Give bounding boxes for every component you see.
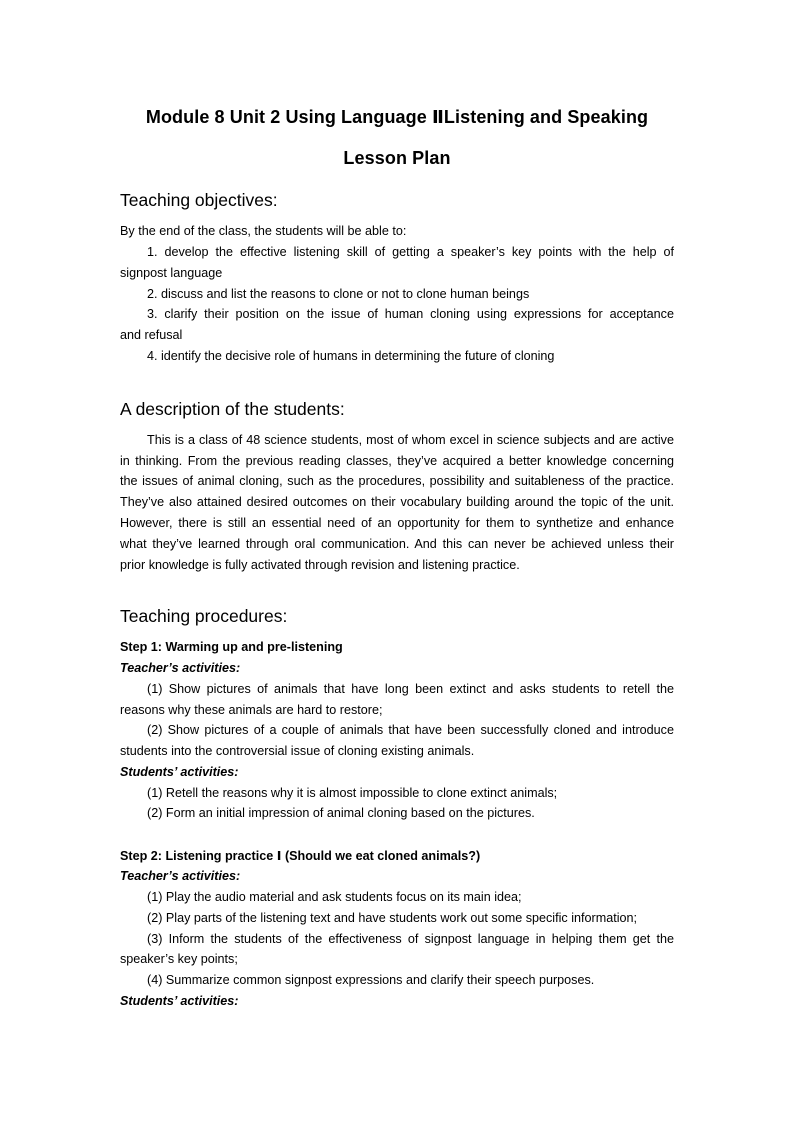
objective-3-line-2: and refusal — [120, 328, 183, 342]
students-paragraph-line: prior knowledge is fully activated through revision and listening practice. — [120, 558, 520, 572]
objective-2: 2. discuss and list the reasons to clone or not to clone human beings — [147, 287, 530, 301]
procedures-heading: Teaching procedures: — [120, 606, 288, 626]
students-heading: A description of the students: — [120, 399, 345, 419]
students-paragraph-line: in thinking. From the previous reading classes, they’ve acquired a better knowledge concerning — [120, 454, 674, 468]
step-1-students-label: Students’ activities: — [120, 765, 239, 779]
step-1-teacher-label: Teacher’s activities: — [120, 661, 241, 675]
objective-1-line-2: signpost language — [120, 266, 223, 280]
students-paragraph-line: However, there is still an essential need of an opportunity for them to synthetize and enhance — [120, 516, 674, 530]
step-2-students-label: Students’ activities: — [120, 994, 239, 1008]
step-2-teacher-item: (1) Play the audio material and ask students focus on its main idea; — [147, 890, 522, 904]
step-1-teacher-item: students into the controversial issue of cloning existing animals. — [120, 744, 475, 758]
step-1-teacher-item: (1) Show pictures of animals that have long been extinct and asks students to retell the — [147, 682, 674, 696]
students-paragraph-line: This is a class of 48 science students, most of whom excel in science subjects and are active — [147, 433, 674, 447]
objectives-intro: By the end of the class, the students will be able to: — [120, 224, 407, 238]
step-1-teacher-item: reasons why these animals are hard to restore; — [120, 703, 383, 717]
step-2-teacher-label: Teacher’s activities: — [120, 869, 241, 883]
step-2-teacher-item: (3) Inform the students of the effectiveness of signpost language in helping them get the — [147, 932, 674, 946]
step-1-title: Step 1: Warming up and pre-listening — [120, 640, 343, 654]
step-2-teacher-item: (4) Summarize common signpost expressions and clarify their speech purposes. — [147, 973, 595, 987]
objective-1-line-1: 1. develop the effective listening skill of getting a speaker’s key points with the help of — [147, 245, 674, 259]
document-subtitle: Lesson Plan — [343, 148, 451, 168]
document-title: Module 8 Unit 2 Using Language ⅡListening and Speaking — [145, 107, 649, 127]
objective-3-line-1: 3. clarify their position on the issue of human cloning using expressions for acceptance — [147, 307, 674, 321]
students-paragraph-line: what they’ve learned through oral communication. And this can never be achieved unless their — [120, 537, 674, 551]
step-1-students-item: (2) Form an initial impression of animal cloning based on the pictures. — [147, 806, 535, 820]
step-2-teacher-item: (2) Play parts of the listening text and have students work out some specific information; — [147, 911, 638, 925]
step-1-teacher-item: (2) Show pictures of a couple of animals that have been successfully cloned and introduce — [147, 723, 674, 737]
step-2-teacher-item: speaker’s key points; — [120, 952, 238, 966]
step-1-students-item: (1) Retell the reasons why it is almost impossible to clone extinct animals; — [147, 786, 558, 800]
students-paragraph-line: the issues of animal cloning, such as the procedures, possibility and suitableness of the practice. — [120, 474, 674, 488]
objective-4: 4. identify the decisive role of humans in determining the future of cloning — [147, 349, 555, 363]
students-paragraph-line: They’ve also attained desired outcomes on their vocabulary building around the topic of the unit. — [120, 495, 674, 509]
step-2-title: Step 2: Listening practice Ⅰ (Should we eat cloned animals?) — [120, 849, 481, 863]
objectives-heading: Teaching objectives: — [120, 190, 278, 210]
